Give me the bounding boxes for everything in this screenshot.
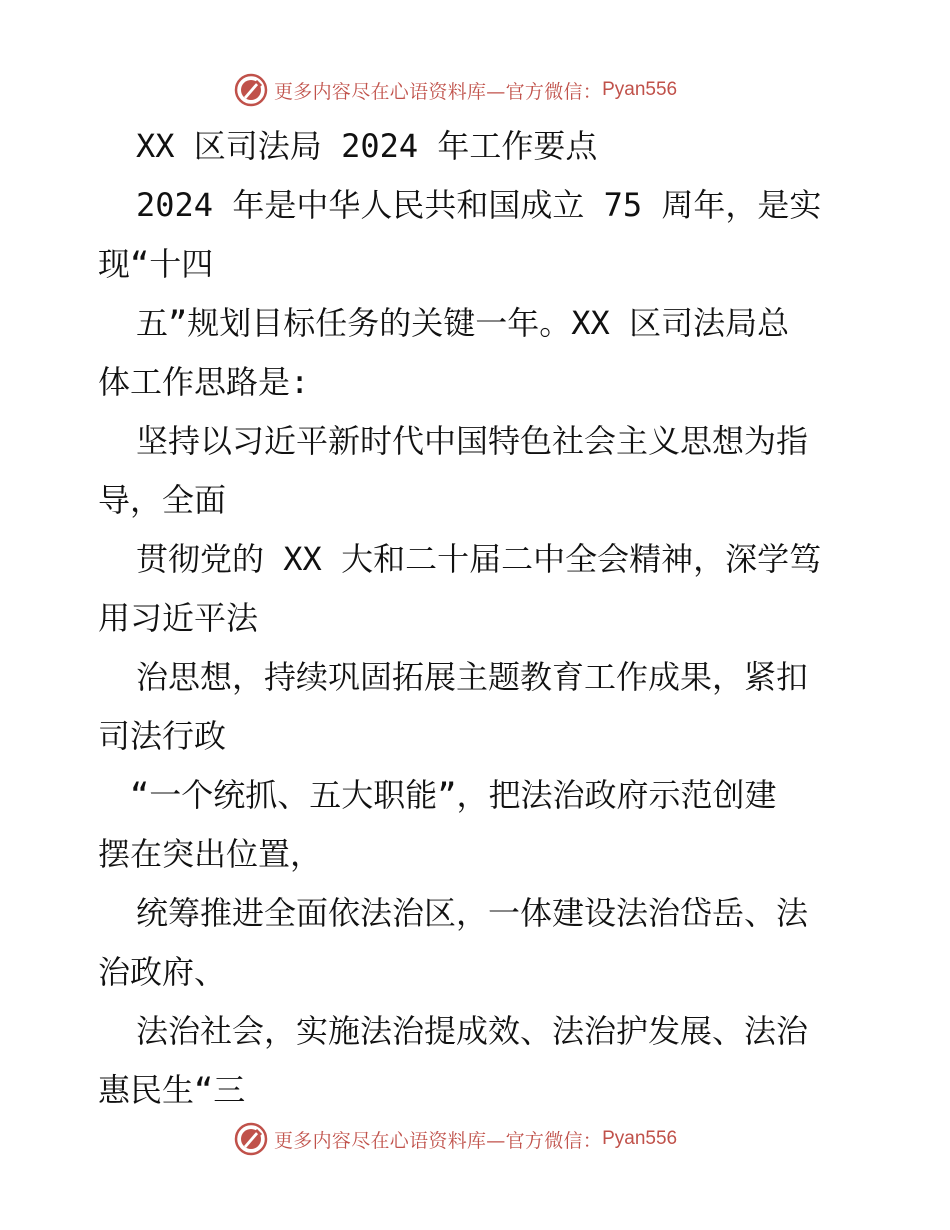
banner-text: 更多内容尽在心语资料库—官方微信：	[274, 80, 603, 103]
paragraph-line: 摆在突出位置，	[98, 835, 323, 873]
footer-watermark-banner	[234, 1121, 677, 1157]
header-watermark-banner	[234, 72, 677, 108]
banner-wechat-id: Pyan556	[602, 79, 678, 100]
paragraph-line: 2024 年是中华人民共和国成立 75 周年，是实	[136, 186, 822, 224]
banner-text: 更多内容尽在心语资料库—官方微信：	[274, 1129, 603, 1152]
pen-nib-logo-icon	[234, 73, 268, 107]
paragraph-line: “一个统抓、五大职能”，把法治政府示范创建	[130, 776, 777, 814]
paragraph-line: 体工作思路是:	[98, 363, 310, 401]
paragraph-line: 坚持以习近平新时代中国特色社会主义思想为指	[136, 422, 809, 460]
paragraph-line: 治政府、	[98, 953, 227, 991]
paragraph-line: 司法行政	[98, 717, 227, 755]
document-title: XX 区司法局 2024 年工作要点	[136, 127, 598, 165]
paragraph-line: 用习近平法	[98, 599, 259, 637]
paragraph-line: 惠民生“三	[98, 1071, 246, 1109]
paragraph-line: 导，全面	[98, 481, 227, 519]
paragraph-line: 现“十四	[98, 245, 214, 283]
banner-wechat-id: Pyan556	[602, 1128, 678, 1149]
paragraph-line: 法治社会，实施法治提成效、法治护发展、法治	[136, 1012, 809, 1050]
paragraph-line: 贯彻党的 XX 大和二十届二中全会精神，深学笃	[136, 540, 822, 578]
paragraph-line: 五”规划目标任务的关键一年。XX 区司法局总	[136, 304, 790, 342]
paragraph-line: 统筹推进全面依法治区，一体建设法治岱岳、法	[136, 894, 809, 932]
paragraph-line: 治思想，持续巩固拓展主题教育工作成果，紧扣	[136, 658, 809, 696]
pen-nib-logo-icon	[234, 1122, 268, 1156]
